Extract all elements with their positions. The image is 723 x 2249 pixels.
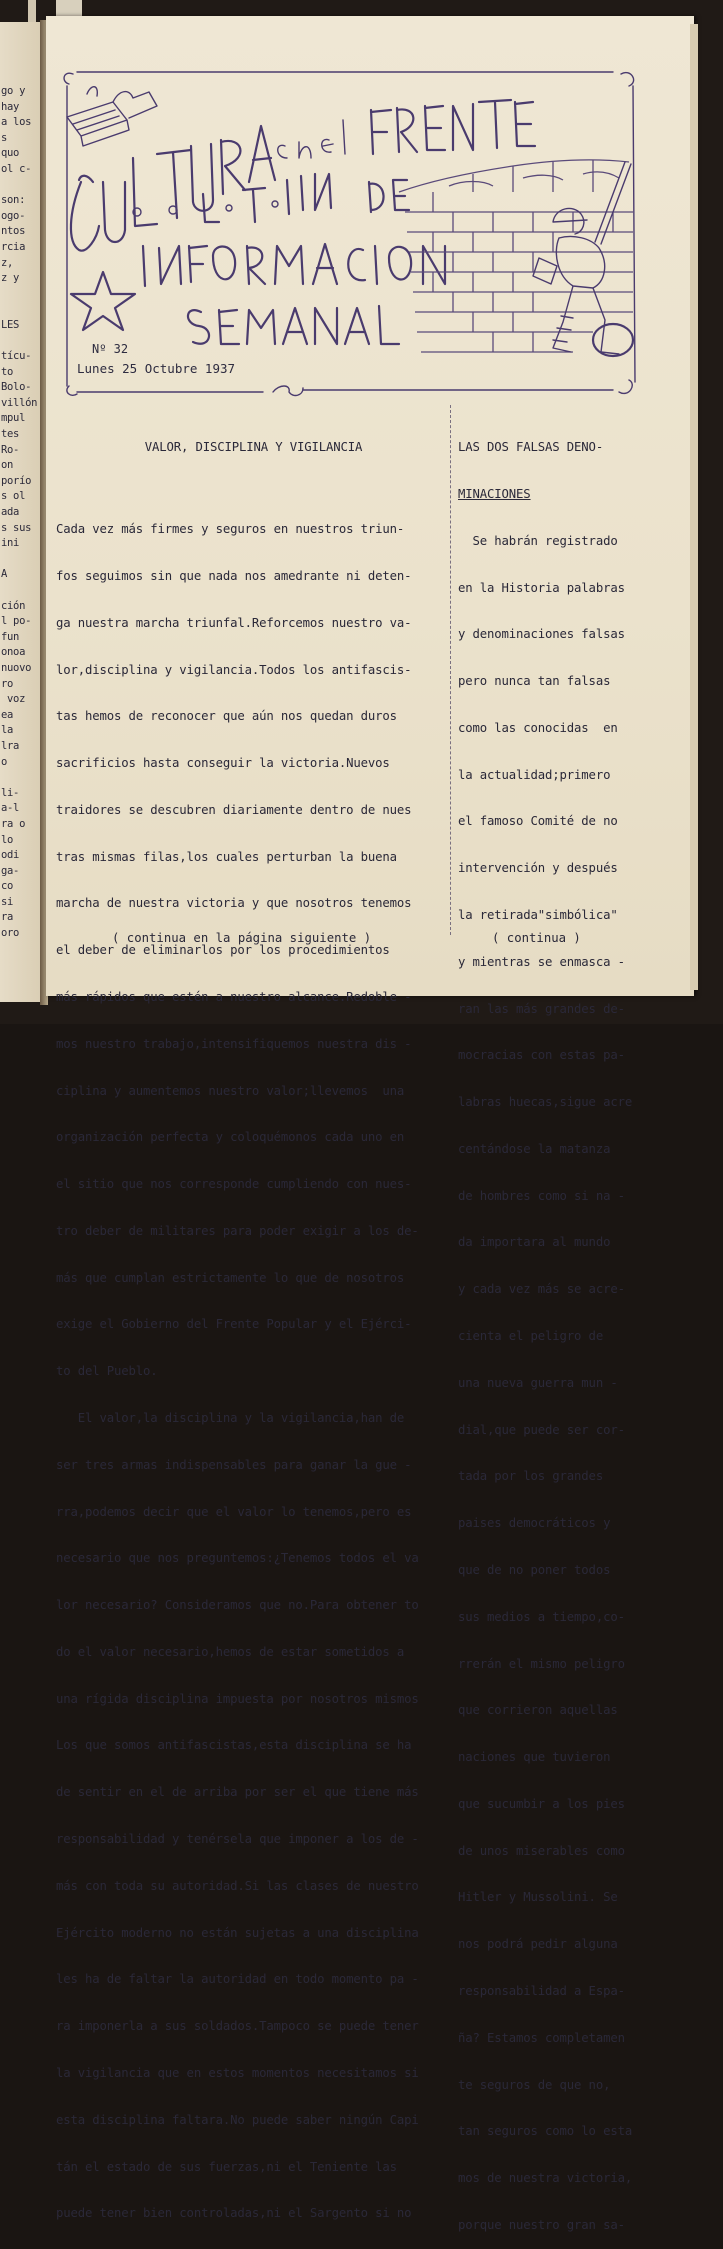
article-line: labras huecas,sigue acre bbox=[458, 1095, 633, 1110]
article-line: y cada vez más se acre- bbox=[458, 1282, 625, 1297]
article-line: la retirada"simbólica" bbox=[458, 908, 618, 922]
masthead-title-culture bbox=[71, 100, 535, 251]
masthead-title-informacion bbox=[143, 244, 445, 286]
article-line: tas hemos de reconocer que aún nos quedan duros bbox=[56, 709, 397, 724]
article-line: lor,disciplina y vigilancia.Todos los antifascis- bbox=[56, 662, 412, 677]
article-line: lor necesario? Consideramos que no.Para obtener to bbox=[56, 1598, 419, 1613]
article-line: y mientras se enmasca - bbox=[458, 954, 625, 969]
article-line: les ha de faltar la autoridad en todo momento pa - bbox=[56, 1972, 419, 1987]
article-line: el famoso Comité de no bbox=[458, 814, 618, 829]
article-line: mos de nuestra victoria, bbox=[458, 2171, 633, 2186]
article-line: paises democráticos y bbox=[458, 1516, 611, 1531]
article-line: ciplina y aumentemos nuestro valor;llevemos una bbox=[56, 1083, 405, 1098]
article-line: rra,podemos decir que el valor lo tenemos,pero es bbox=[56, 1504, 412, 1519]
article-line: sacrificios hasta conseguir la victoria.Nuevos bbox=[56, 756, 390, 771]
article-line: tras mismas filas,los cuales perturban la buena bbox=[56, 849, 397, 864]
brick-wall-illustration bbox=[399, 160, 633, 352]
continued-note: ( continua en la página siguiente ) bbox=[112, 931, 372, 945]
soldier-illustration bbox=[533, 162, 633, 356]
article-line: sus medios a tiempo,co- bbox=[458, 1609, 625, 1624]
article-line: porque nuestro gran sa- bbox=[458, 2217, 625, 2232]
article-line: naciones que tuvieron bbox=[458, 1750, 611, 1765]
article-line: que sucumbir a los pies bbox=[458, 1796, 625, 1811]
article-valor-disciplina bbox=[56, 409, 451, 2237]
article-line: Se habrán registrado bbox=[458, 533, 618, 548]
article-line: esta disciplina faltara.No puede saber ningún Capi bbox=[56, 2112, 419, 2127]
red-star-icon bbox=[71, 272, 135, 330]
books-icon bbox=[67, 87, 157, 146]
article-line: ra imponerla a sus soldados.Tampoco se puede tener bbox=[56, 2019, 419, 2034]
article-line: de unos miserables como bbox=[458, 1843, 625, 1858]
article-dos-falsas bbox=[458, 409, 693, 2249]
article-line: puede tener bien controladas,ni el Sargento si no bbox=[56, 2206, 412, 2221]
article-line: da importara al mundo bbox=[458, 1235, 611, 1250]
article-line: exige el Gobierno del Frente Popular y el Ejérci- bbox=[56, 1317, 412, 1332]
article-line: la vigilancia que en estos momentos necesitamos si bbox=[56, 2065, 419, 2080]
article-line: como las conocidas en bbox=[458, 720, 618, 735]
article-line: necesario que nos preguntemos:¿Tenemos todos el va bbox=[56, 1551, 419, 1566]
article-line: que corrieron aquellas bbox=[458, 1703, 618, 1718]
article-line: organización perfecta y coloquémonos cada uno en bbox=[56, 1130, 405, 1145]
facing-page-edge bbox=[0, 22, 44, 1002]
article-line: ran las más grandes de- bbox=[458, 1001, 625, 1016]
article-line: ser tres armas indispensables para ganar la gue - bbox=[56, 1457, 412, 1472]
article-line: traidores se descubren diariamente dentro de nues bbox=[56, 802, 412, 817]
article-line: pero nunca tan falsas bbox=[458, 674, 611, 689]
article-line: mos nuestro trabajo,intensifiquemos nuestra dis - bbox=[56, 1036, 412, 1051]
article-line: y denominaciones falsas bbox=[458, 627, 625, 642]
article-line: nos podrá pedir alguna bbox=[458, 1937, 618, 1952]
article-line: en la Historia palabras bbox=[458, 580, 625, 595]
article-line: dial,que puede ser cor- bbox=[458, 1422, 625, 1437]
article-line: rrerán el mismo peligro bbox=[458, 1656, 625, 1671]
article-line: más con toda su autoridad.Si las clases de nuestro bbox=[56, 1878, 419, 1893]
article-line: Ejército moderno no están sujetas a una disciplina bbox=[56, 1925, 419, 1940]
article-line: más que cumplan estrictamente lo que de nosotros bbox=[56, 1270, 405, 1285]
article-line: mocracias con estas pa- bbox=[458, 1048, 625, 1063]
article-line: tán el estado de sus fuerzas,ni el Teniente las bbox=[56, 2159, 397, 2174]
article-line: el sitio que nos corresponde cumpliendo con nues- bbox=[56, 1177, 412, 1192]
article-line: responsabilidad a Espa- bbox=[458, 1983, 625, 1998]
article-line: intervención y después bbox=[458, 861, 618, 876]
article-line: to del Pueblo. bbox=[56, 1364, 158, 1379]
article-line: tada por los grandes bbox=[458, 1469, 604, 1484]
issue-date: Lunes 25 Octubre 1937 bbox=[77, 361, 236, 376]
article-line: el deber de eliminarlos por los procedimientos bbox=[56, 943, 390, 958]
article-line: te seguros de que no, bbox=[458, 2077, 611, 2092]
article-line: tan seguros como lo esta bbox=[458, 2124, 633, 2139]
article-title: LAS DOS FALSAS DENO- bbox=[458, 440, 604, 455]
article-line: centándose la matanza bbox=[458, 1141, 611, 1156]
article-line: la actualidad;primero bbox=[458, 767, 611, 782]
article-line: ga nuestra marcha triunfal.Reforcemos nuestro va- bbox=[56, 615, 412, 630]
article-line: más rápidos que estén a nuestro alcance.Redoble - bbox=[56, 989, 412, 1004]
article-line: Hitler y Mussolini. Se bbox=[458, 1890, 618, 1905]
continued-note: ( continua ) bbox=[492, 931, 581, 945]
article-title: MINACIONES bbox=[458, 486, 531, 501]
article-title: VALOR, DISCIPLINA Y VIGILANCIA bbox=[144, 440, 363, 455]
article-line: do el valor necesario,hemos de estar sometidos a bbox=[56, 1644, 405, 1659]
article-line: El valor,la disciplina y la vigilancia,han de bbox=[56, 1411, 405, 1425]
article-line: Cada vez más firmes y seguros en nuestros triun- bbox=[56, 522, 405, 537]
article-line: responsabilidad y tenérsela que imponer a los de - bbox=[56, 1832, 419, 1847]
article-line: una rígida disciplina impuesta por nosotros mismos bbox=[56, 1691, 419, 1706]
article-line: fos seguimos sin que nada nos amedrante ni deten- bbox=[56, 568, 412, 583]
article-line: de hombres como si na - bbox=[458, 1188, 625, 1203]
article-line: de sentir en el de arriba por ser el que tiene más bbox=[56, 1785, 419, 1800]
article-line: una nueva guerra mun - bbox=[458, 1375, 618, 1390]
issue-number: Nº 32 bbox=[92, 342, 129, 356]
article-line: Los que somos antifascistas,esta disciplina se ha bbox=[56, 1738, 412, 1753]
masthead-title-semanal bbox=[188, 306, 399, 344]
article-line: ña? Estamos completamen bbox=[458, 2030, 625, 2045]
article-line: tro deber de militares para poder exigir a los de- bbox=[56, 1223, 419, 1238]
masthead-illustration bbox=[53, 62, 649, 402]
article-line: marcha de nuestra victoria y que nosotros tenemos bbox=[56, 896, 412, 911]
facing-page-text: go y hay a los s quo ol c- son: ogo- ntos rcia z, z y LES tícu- to Bolo- villón mpul tes Ro- on porío s ol ada s sus ini A ción l po- fun onoa nuovo ro voz ea la lra o li- a-l ra o lo odi ga- co si ra oro bbox=[1, 85, 38, 940]
article-line: que de no poner todos bbox=[458, 1562, 611, 1577]
article-line: cienta el peligro de bbox=[458, 1329, 604, 1344]
